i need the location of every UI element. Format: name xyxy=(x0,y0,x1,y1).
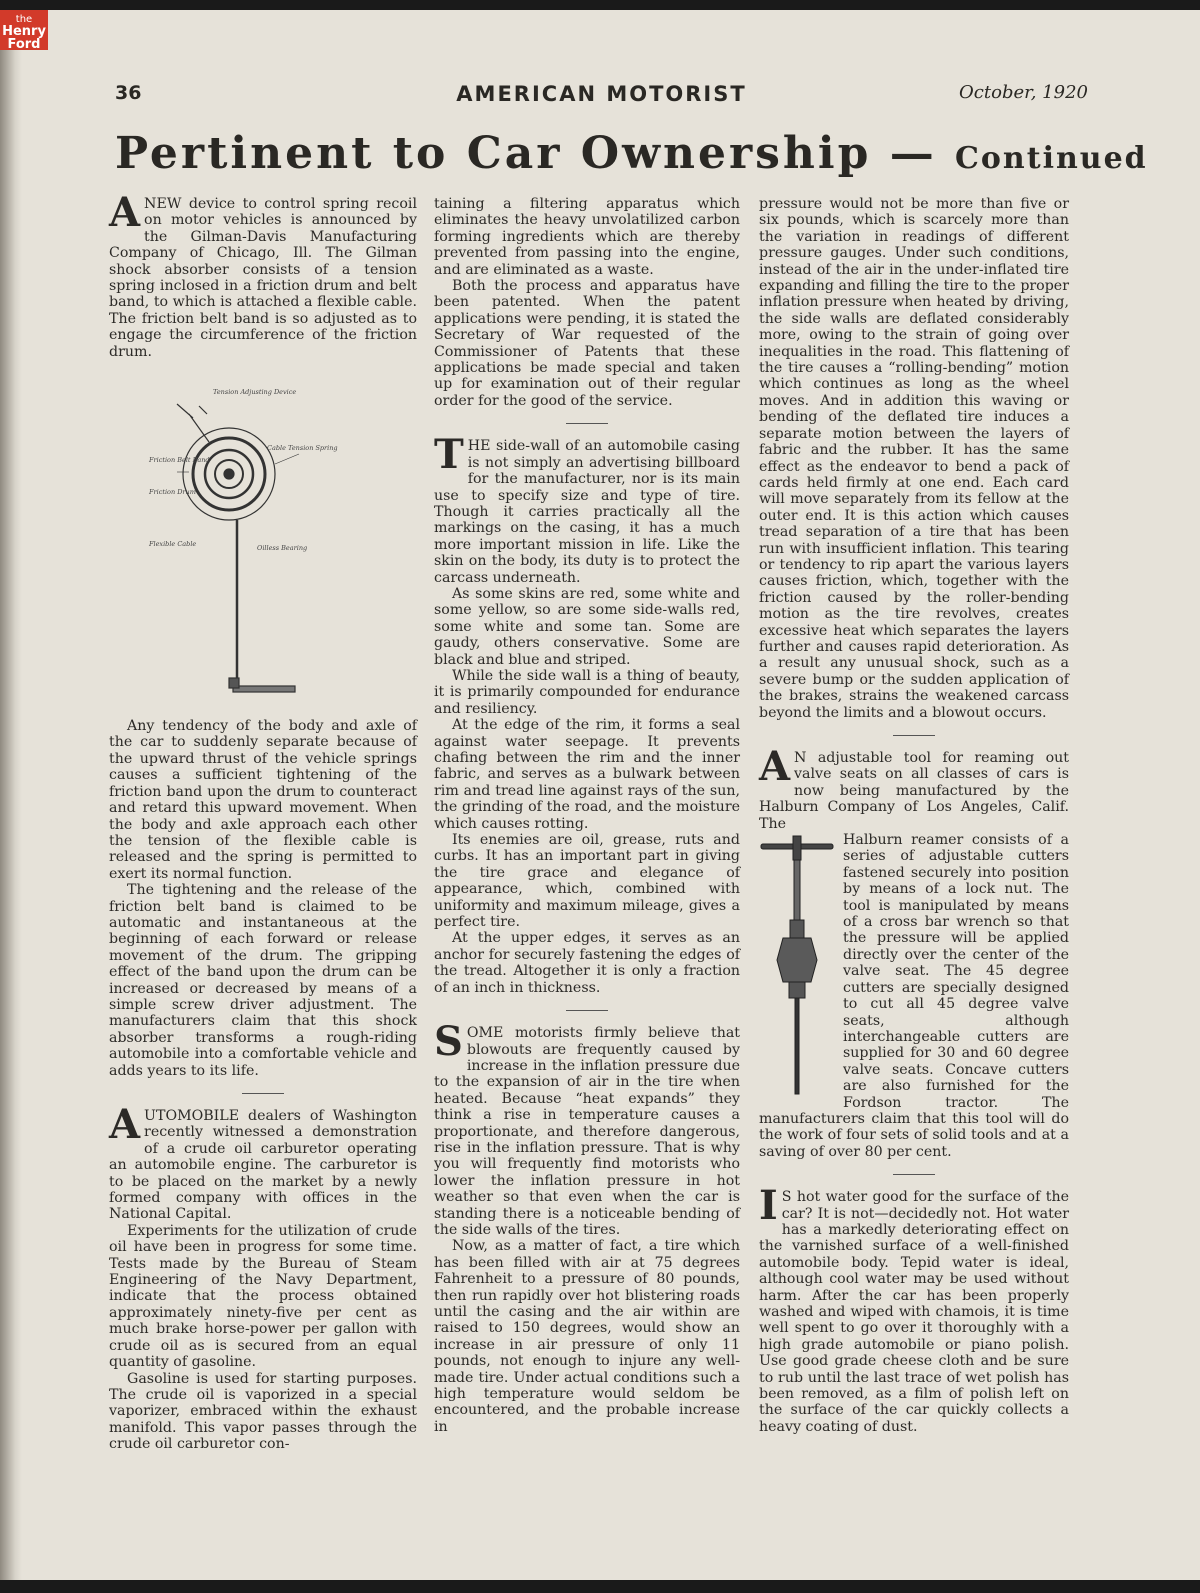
valve-reamer-illustration xyxy=(759,834,835,1100)
binding-shadow xyxy=(0,10,22,1580)
carburetor-paragraph-5: Both the process and apparatus have been patented. When the patent applications were pending, it is stated the Secretary of War requested of the Commissioner of Patents that these applications be made special and taken up for examination out of their regular order for the good of the service. xyxy=(434,278,740,409)
sidewall-paragraph-4: At the edge of the rim, it forms a seal against water seepage. It prevents chafing between the rim and the inner fabric, and serves as a bulwark between rim and tread line against rays of the sun, the grinding of the road, and the moisture which causes rotting. xyxy=(434,717,740,832)
shock-paragraph-3: The tightening and the release of the friction belt band is claimed to be automatic and instantaneous at the beginning of each forward or release movement of the drum. The gripping effect of the band upon the drum can be increased or decreased by means of a simple screw driver adjustment. The manufacturers claim that this shock absorber transforms a rough-riding automobile into a comfortable vehicle and adds years to its life. xyxy=(109,882,417,1079)
label-cable-spring: Cable Tension Spring xyxy=(267,444,338,453)
washing-paragraph: I S hot water good for the surface of the car? It is not—decidedly not. Hot water has a markedly deteriorating effect on the varnished surface of a well-finished automobile body. Tepid water is ideal, although cool water may be used without harm. After the car has been properly washed and wiped with chamois, it is time well spent to go over it thoroughly with a high grade automobile or piano polish. Use good grade cheese cloth and be sure to rub until the last trace of wet polish has been removed, as a film of polish left on the surface of the car quickly collects a heavy coating of dust. xyxy=(759,1182,1069,1435)
drop-cap: A xyxy=(759,743,791,790)
label-flexible-cable: Flexible Cable xyxy=(149,540,197,549)
carburetor-paragraph-3: Gasoline is used for starting purposes. The crude oil is vaporized in a special vaporizer, embraced within the exhaust manifold. This vapor passes through the crude oil carburetor con- xyxy=(109,1370,417,1453)
carburetor-paragraph-4: taining a filtering apparatus which eliminates the heavy unvolatilized carbon forming ingredients which are thereby prevented from passing into the engine, and are eliminated as a waste. xyxy=(434,196,740,278)
sidewall-paragraph-2: As some skins are red, some white and some yellow, so are some side-walls red, some white and some tan. Some are gaudy, others conservative. Some are black and blue and striped. xyxy=(434,585,740,668)
column-2 xyxy=(434,196,740,1435)
label-friction-drum: Friction Drum xyxy=(149,488,196,497)
title-main: Pertinent to Car Ownership xyxy=(115,128,872,179)
shock-absorber-intro: ANEW device to control spring recoil on motor vehicles is announced by the Gilman-Davis Manufacturing Company of Chicago, Ill. The Gilman shock absorber consists of a tension spring inclosed in a friction drum and belt band, to which is attached a flexible cable. The friction belt band is so adjusted as to engage the circumference of the friction drum. xyxy=(109,189,417,360)
label-belt-band: Friction Belt Band xyxy=(149,456,210,465)
blowout-intro: SOME motorists firmly believe that blowouts are frequently caused by increase in the inflation pressure due to the expansion of air in the tire when heated. Because “heat expands” they think a rise in temperature causes a proportionate, and therefore dangerous, rise in the inflation pressure. That is why you will frequently find motorists who lower the inflation pressure in hot weather so that even when the car is standing there is a noticeable bending of the side walls of the tires. xyxy=(434,1018,740,1238)
issue-date: October, 1920 xyxy=(959,82,1088,103)
drop-cap: S xyxy=(434,1018,463,1066)
sidewall-paragraph-6: At the upper edges, it serves as an anchor for securely fastening the edges of the tread. Altogether it is only a fraction of an inch in thickness. xyxy=(434,930,740,996)
sidewall-paragraph-3: While the side wall is a thing of beauty, it is primarily compounded for endurance and resiliency. xyxy=(434,667,740,717)
column-1 xyxy=(109,189,417,1453)
logo-big-text: Henry Ford xyxy=(2,24,46,52)
running-header xyxy=(115,82,1088,114)
drop-cap: A xyxy=(109,1101,141,1148)
masthead: AMERICAN MOTORIST xyxy=(456,82,747,106)
shock-absorber-illustration xyxy=(149,374,338,704)
carburetor-intro: AUTOMOBILE dealers of Washington recently witnessed a demonstration of a crude oil carburetor operating an automobile engine. The carburetor is to be placed on the market by a newly formed company with offices in the National Capital. xyxy=(109,1101,417,1223)
shock-paragraph-2: Any tendency of the body and axle of the car to suddenly separate because of the upward thrust of the vehicle springs causes a sufficient tightening of the friction band upon the drum to counteract and retard this upward movement. When the body and axle approach each other the tension of the flexible cable is released and the spring is permitted to exert its normal function. xyxy=(109,718,417,882)
henry-ford-logo xyxy=(0,10,48,50)
drop-cap: I xyxy=(759,1182,778,1230)
title-dash: — xyxy=(871,128,956,179)
drop-cap: A xyxy=(109,189,141,236)
page-number: 36 xyxy=(115,82,142,104)
section-divider xyxy=(566,423,608,424)
title-suffix: Continued xyxy=(955,141,1148,176)
reamer-paragraph: Halburn reamer consists of a series of adjustable cutters fastened securely into position by means of a lock nut. The tool is manipulated by means of a cross bar wrench so that the pressure will be applied directly over the center of the valve seat. The 45 degree cutters are specially designed to cut all 45 degree valve seats, although interchangeable cutters are supplied for 30 and 60 degree valve seats. Concave cutters are also furnished for the Fordson tractor. The manufacturers claim that this tool will do the work of four sets of solid tools and at a saving of over 80 per cent. xyxy=(759,832,1069,1160)
sidewall-paragraph-5: Its enemies are oil, grease, ruts and curbs. It has an important part in giving the tire grace and elegance of appearance, which, combined with uniformity and maximum mileage, gives a perfect tire. xyxy=(434,832,740,931)
blowout-paragraph-3: pressure would not be more than five or six pounds, which is scarcely more than the variation in readings of different pressure gauges. Under such conditions, instead of the air in the under-inflated tire expanding and filling the tire to the proper inflation pressure when heated by driving, the side walls are deflated considerably more, owing to the strain of going over inequalities in the road. This flattening of the tire causes a “rolling-bending” motion which continues as long as the wheel moves. And in addition this waving or bending of the deflated tire induces a separate motion between the layers of fabric and the rubber. It has the same effect as the endeavor to bend a pack of cards held firmly at one end. Each card will move separately from its fellow at the outer end. It is this action which causes tread separation of a tire that has been run with insufficient inflation. This tearing or tendency to rip apart the various layers causes friction, which, together with the friction caused by the roller-bending motion as the tire revolves, creates excessive heat which separates the layers further and causes rapid deterioration. As a result any unusual shock, such as a severe bump or the sudden application of the brakes, strains the weakened carcass beyond the limits and a blowout occurs. xyxy=(759,196,1069,721)
label-tension-device: Tension Adjusting Device xyxy=(213,388,297,397)
carburetor-paragraph-2: Experiments for the utilization of crude oil have been in progress for some time. Tests made by the Bureau of Steam Engineering of the Navy Department, indicate that the process obtained approximately ninety-five per cent as much brake horse-power per gallon with crude oil as is secured from an equal quantity of gasoline. xyxy=(109,1222,417,1371)
label-oilless-bearing: Oilless Bearing xyxy=(257,544,308,553)
blowout-paragraph-2: Now, as a matter of fact, a tire which has been filled with air at 75 degrees Fahrenheit to a pressure of 80 pounds, then run rapidly over hot blistering roads until the casing and the air within are raised to 150 degrees, would show an increase in air pressure of only 11 pounds, not enough to injure any well-made tire. Under actual conditions such a high temperature would seldom be encountered, and the probable increase in xyxy=(434,1238,740,1435)
logo-small-text: the xyxy=(15,14,33,25)
sidewall-intro: THE side-wall of an automobile casing is not simply an advertising billboard for the manufacturer, nor is its main use to specify size and type of tire. Though it carries practically all the markings on the casing, it has a much more important mission in life. Like the skin on the body, its duty is to protect the carcass underneath. xyxy=(434,431,740,586)
page-title xyxy=(115,128,1148,179)
section-divider xyxy=(242,1093,284,1094)
section-divider xyxy=(893,735,935,736)
section-divider xyxy=(893,1174,935,1175)
drop-cap: T xyxy=(434,431,464,479)
column-3 xyxy=(759,196,1069,1435)
section-divider xyxy=(566,1010,608,1011)
reamer-intro: A N adjustable tool for reaming out valve seats on all classes of cars is now being manufactured by the Halburn Company of Los Angeles, Calif. The xyxy=(759,743,1069,832)
